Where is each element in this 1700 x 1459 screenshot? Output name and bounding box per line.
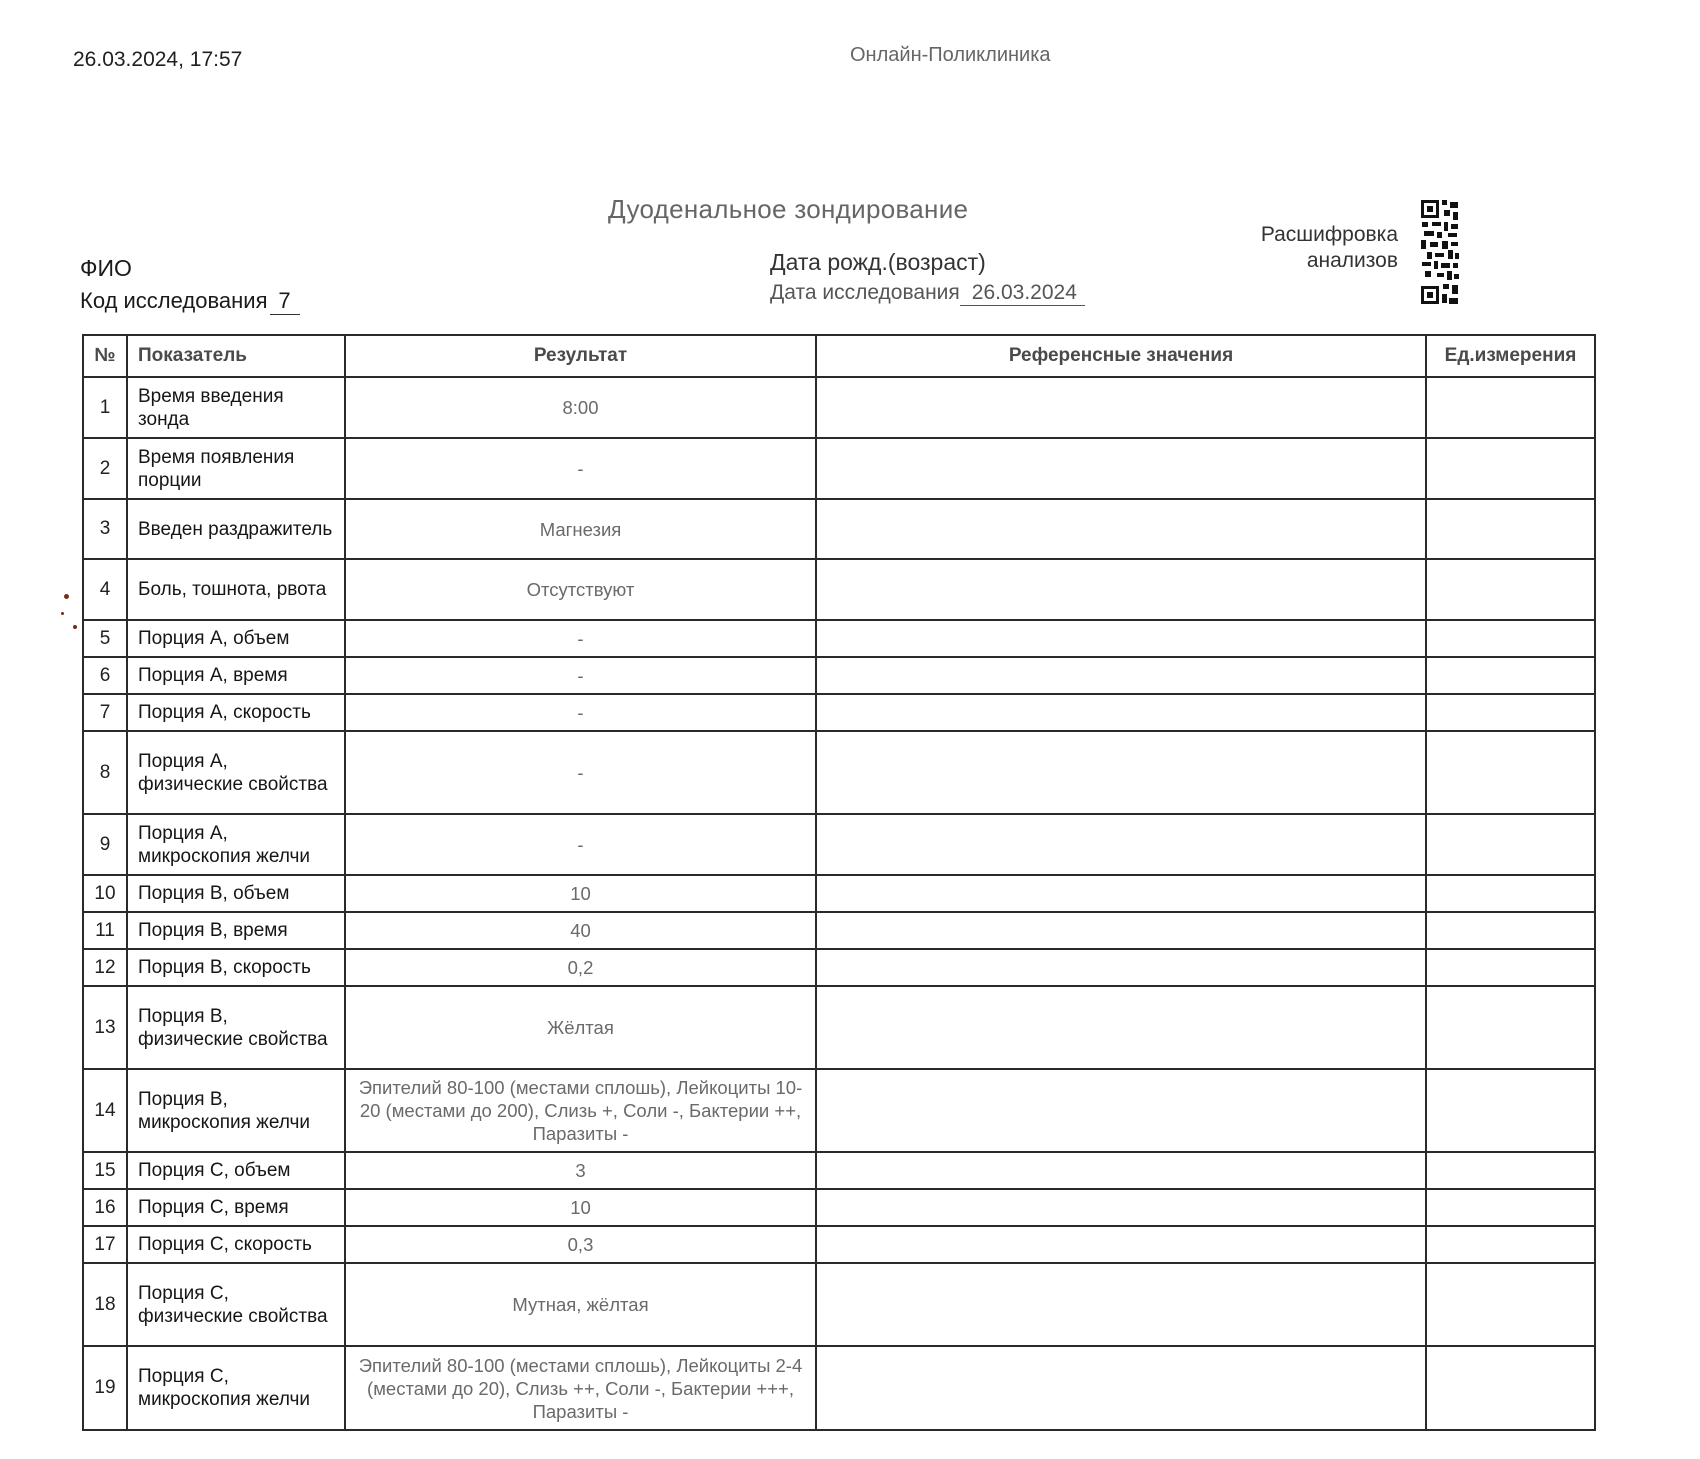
row-unit	[1426, 559, 1595, 620]
row-reference	[816, 559, 1426, 620]
study-code	[80, 288, 300, 315]
table-row	[83, 499, 1595, 559]
row-result: 3	[345, 1152, 816, 1189]
row-parameter: Порция С, микроскопия желчи	[127, 1346, 345, 1430]
row-unit	[1426, 657, 1595, 694]
results-decoding-label: Расшифровка анализов	[1260, 223, 1398, 272]
row-reference	[816, 438, 1426, 499]
row-unit	[1426, 949, 1595, 986]
row-number: 8	[83, 731, 127, 814]
row-reference	[816, 1069, 1426, 1152]
row-result: 10	[345, 1189, 816, 1226]
row-parameter: Порция В, скорость	[127, 949, 345, 986]
row-parameter: Порция С, физические свойства	[127, 1263, 345, 1346]
table-row	[83, 559, 1595, 620]
row-reference	[816, 1189, 1426, 1226]
row-parameter: Порция А, объем	[127, 620, 345, 657]
table-header-row	[83, 335, 1595, 377]
row-number: 19	[83, 1346, 127, 1430]
row-result: Эпителий 80-100 (местами сплошь), Лейкоциты 10-20 (местами до 200), Слизь +, Соли -, Бактерии ++, Паразиты -	[345, 1069, 816, 1152]
row-parameter: Боль, тошнота, рвота	[127, 559, 345, 620]
scan-speck	[61, 612, 64, 615]
row-unit	[1426, 438, 1595, 499]
row-result: -	[345, 814, 816, 875]
table-row	[83, 438, 1595, 499]
table-row	[83, 377, 1595, 438]
row-parameter: Порция В, микроскопия желчи	[127, 1069, 345, 1152]
row-reference	[816, 499, 1426, 559]
row-unit	[1426, 986, 1595, 1069]
row-parameter: Время введения зонда	[127, 377, 345, 438]
row-result: 8:00	[345, 377, 816, 438]
row-unit	[1426, 499, 1595, 559]
study-date	[770, 281, 1085, 306]
row-unit	[1426, 1226, 1595, 1263]
row-result: -	[345, 438, 816, 499]
table-row	[83, 1263, 1595, 1346]
row-unit	[1426, 731, 1595, 814]
row-unit	[1426, 377, 1595, 438]
row-number: 17	[83, 1226, 127, 1263]
row-reference	[816, 731, 1426, 814]
results-table	[82, 334, 1596, 1431]
header-unit: Ед.измерения	[1426, 335, 1595, 377]
row-unit	[1426, 1346, 1595, 1430]
row-number: 12	[83, 949, 127, 986]
print-timestamp: 26.03.2024, 17:57	[73, 48, 243, 71]
row-parameter: Время появления порции	[127, 438, 345, 499]
row-number: 2	[83, 438, 127, 499]
row-reference	[816, 657, 1426, 694]
row-result: Мутная, жёлтая	[345, 1263, 816, 1346]
row-number: 14	[83, 1069, 127, 1152]
header-reference: Референсные значения	[816, 335, 1426, 377]
row-unit	[1426, 814, 1595, 875]
birth-date-label: Дата рожд.(возраст)	[770, 249, 986, 275]
row-parameter: Порция А, скорость	[127, 694, 345, 731]
study-date-label: Дата исследования	[770, 281, 960, 304]
table-row	[83, 731, 1595, 814]
row-reference	[816, 949, 1426, 986]
row-unit	[1426, 875, 1595, 912]
row-reference	[816, 912, 1426, 949]
row-number: 9	[83, 814, 127, 875]
row-unit	[1426, 1152, 1595, 1189]
row-unit	[1426, 1069, 1595, 1152]
table-row	[83, 694, 1595, 731]
study-code-label: Код исследования	[80, 288, 268, 313]
row-unit	[1426, 620, 1595, 657]
table-row	[83, 912, 1595, 949]
table-row	[83, 657, 1595, 694]
row-unit	[1426, 1189, 1595, 1226]
site-name: Онлайн-Поликлиника	[850, 44, 1051, 66]
row-unit	[1426, 694, 1595, 731]
row-reference	[816, 620, 1426, 657]
scan-speck	[73, 625, 77, 629]
row-result: Отсутствуют	[345, 559, 816, 620]
row-reference	[816, 986, 1426, 1069]
row-result: -	[345, 657, 816, 694]
row-unit	[1426, 912, 1595, 949]
table-row	[83, 1069, 1595, 1152]
document-title: Дуоденальное зондирование	[608, 194, 969, 224]
row-result: Эпителий 80-100 (местами сплошь), Лейкоциты 2-4 (местами до 20), Слизь ++, Соли -, Бактерии +++, Паразиты -	[345, 1346, 816, 1430]
row-reference	[816, 1263, 1426, 1346]
row-parameter: Порция В, физические свойства	[127, 986, 345, 1069]
row-parameter: Порция А, время	[127, 657, 345, 694]
row-reference	[816, 377, 1426, 438]
row-unit	[1426, 1263, 1595, 1346]
row-result: -	[345, 620, 816, 657]
table-row	[83, 1346, 1595, 1430]
row-parameter: Порция С, объем	[127, 1152, 345, 1189]
row-number: 7	[83, 694, 127, 731]
row-result: -	[345, 731, 816, 814]
header-parameter: Показатель	[127, 335, 345, 377]
scan-speck	[64, 594, 69, 599]
row-number: 18	[83, 1263, 127, 1346]
row-reference	[816, 1226, 1426, 1263]
row-number: 13	[83, 986, 127, 1069]
table-row	[83, 1152, 1595, 1189]
table-row	[83, 620, 1595, 657]
row-number: 10	[83, 875, 127, 912]
row-reference	[816, 1346, 1426, 1430]
fio-label: ФИО	[80, 255, 132, 281]
table-row	[83, 875, 1595, 912]
row-parameter: Введен раздражитель	[127, 499, 345, 559]
header-result: Результат	[345, 335, 816, 377]
row-parameter: Порция С, время	[127, 1189, 345, 1226]
row-number: 1	[83, 377, 127, 438]
row-reference	[816, 694, 1426, 731]
row-reference	[816, 875, 1426, 912]
table-row	[83, 1189, 1595, 1226]
row-result: -	[345, 694, 816, 731]
row-number: 4	[83, 559, 127, 620]
row-reference	[816, 1152, 1426, 1189]
row-number: 16	[83, 1189, 127, 1226]
row-result: Жёлтая	[345, 986, 816, 1069]
row-parameter: Порция В, объем	[127, 875, 345, 912]
row-number: 5	[83, 620, 127, 657]
study-code-value: 7	[270, 288, 300, 315]
row-parameter: Порция А, микроскопия желчи	[127, 814, 345, 875]
table-row	[83, 949, 1595, 986]
header-number: №	[83, 335, 127, 377]
row-parameter: Порция С, скорость	[127, 1226, 345, 1263]
row-parameter: Порция А, физические свойства	[127, 731, 345, 814]
row-number: 11	[83, 912, 127, 949]
row-result: 0,2	[345, 949, 816, 986]
row-number: 6	[83, 657, 127, 694]
row-parameter: Порция В, время	[127, 912, 345, 949]
row-number: 15	[83, 1152, 127, 1189]
study-date-value: 26.03.2024	[960, 281, 1085, 306]
row-reference	[816, 814, 1426, 875]
qr-code-icon	[1420, 198, 1460, 310]
table-row	[83, 986, 1595, 1069]
row-result: 0,3	[345, 1226, 816, 1263]
table-row	[83, 814, 1595, 875]
row-result: 10	[345, 875, 816, 912]
row-result: Магнезия	[345, 499, 816, 559]
row-number: 3	[83, 499, 127, 559]
row-result: 40	[345, 912, 816, 949]
table-row	[83, 1226, 1595, 1263]
